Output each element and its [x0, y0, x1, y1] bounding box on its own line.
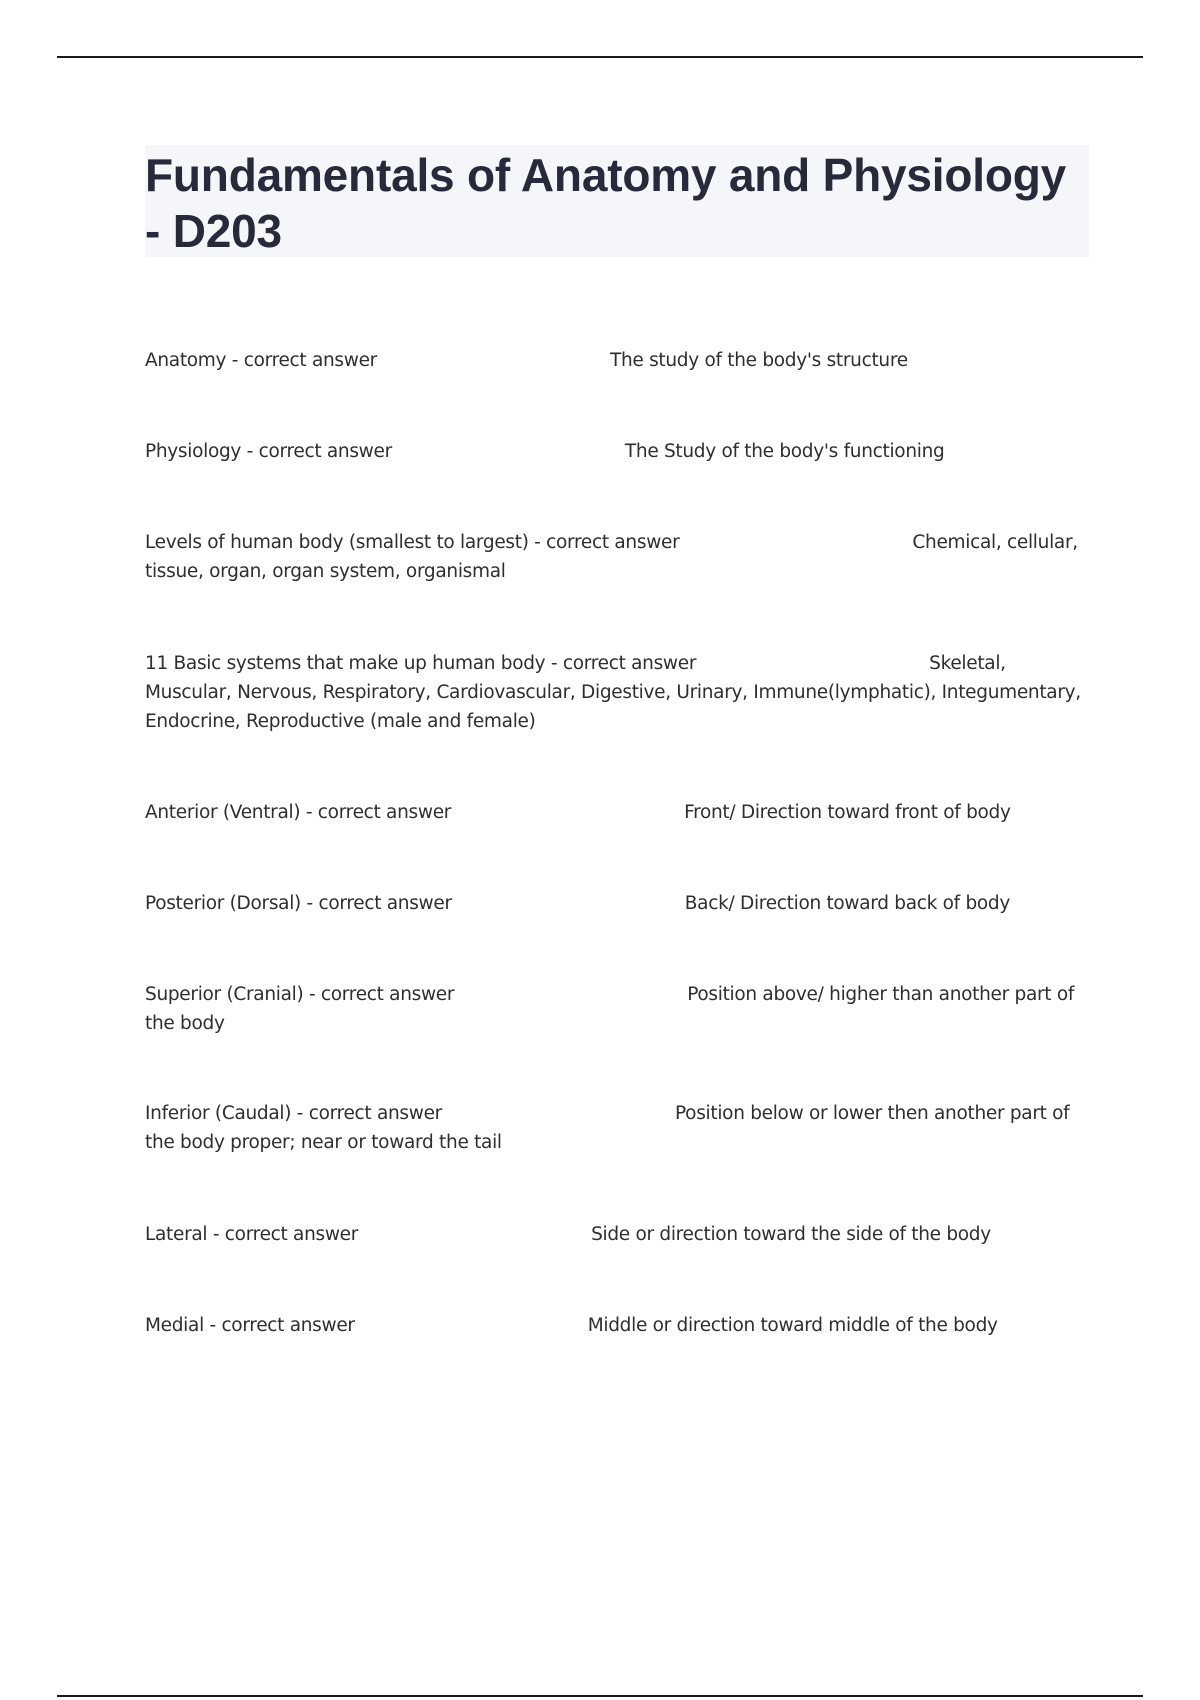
flashcard-physiology — [145, 437, 1089, 466]
card-term: 11 Basic systems that make up human body - correct answer — [145, 653, 697, 674]
flashcard-inferior — [145, 1099, 1089, 1157]
card-term: Medial - correct answer — [145, 1315, 355, 1336]
card-definition: Chemical, cellular, tissue, organ, organ system, organismal — [145, 532, 1078, 582]
flashcard-posterior — [145, 889, 1089, 918]
card-definition: Position below or lower then another part of the body proper; near or toward the tail — [145, 1103, 1070, 1153]
flashcard-medial — [145, 1311, 1089, 1340]
bottom-rule — [57, 1695, 1143, 1697]
card-term: Inferior (Caudal) - correct answer — [145, 1103, 442, 1124]
card-definition: Middle or direction toward middle of the body — [587, 1315, 998, 1336]
card-definition: Skeletal, Muscular, Nervous, Respiratory, Cardiovascular, Digestive, Urinary, Immune(lymphatic), Integumentary, Endocrine, Reproductive (male and female) — [145, 653, 1081, 732]
card-term: Superior (Cranial) - correct answer — [145, 984, 455, 1005]
flashcard-superior — [145, 980, 1089, 1038]
card-term: Anatomy - correct answer — [145, 350, 377, 371]
page-title: Fundamentals of Anatomy and Physiology - D203 — [145, 149, 1067, 257]
card-term: Lateral - correct answer — [145, 1224, 359, 1245]
card-definition: The Study of the body's functioning — [624, 441, 945, 462]
card-definition: The study of the body's structure — [609, 350, 908, 371]
top-rule — [57, 56, 1143, 58]
title-banner — [145, 145, 1089, 257]
card-term: Levels of human body (smallest to largest) - correct answer — [145, 532, 680, 553]
flashcard-anatomy — [145, 346, 1089, 375]
card-definition: Back/ Direction toward back of body — [684, 893, 1011, 914]
flashcard-anterior — [145, 798, 1089, 827]
card-definition: Side or direction toward the side of the body — [591, 1224, 991, 1245]
card-term: Anterior (Ventral) - correct answer — [145, 802, 452, 823]
flashcard-levels — [145, 528, 1089, 586]
flashcard-systems — [145, 649, 1089, 736]
card-term: Physiology - correct answer — [145, 441, 392, 462]
flashcard-lateral — [145, 1220, 1089, 1249]
card-term: Posterior (Dorsal) - correct answer — [145, 893, 452, 914]
card-definition: Front/ Direction toward front of body — [684, 802, 1011, 823]
card-definition: Position above/ higher than another part of the body — [145, 984, 1075, 1034]
